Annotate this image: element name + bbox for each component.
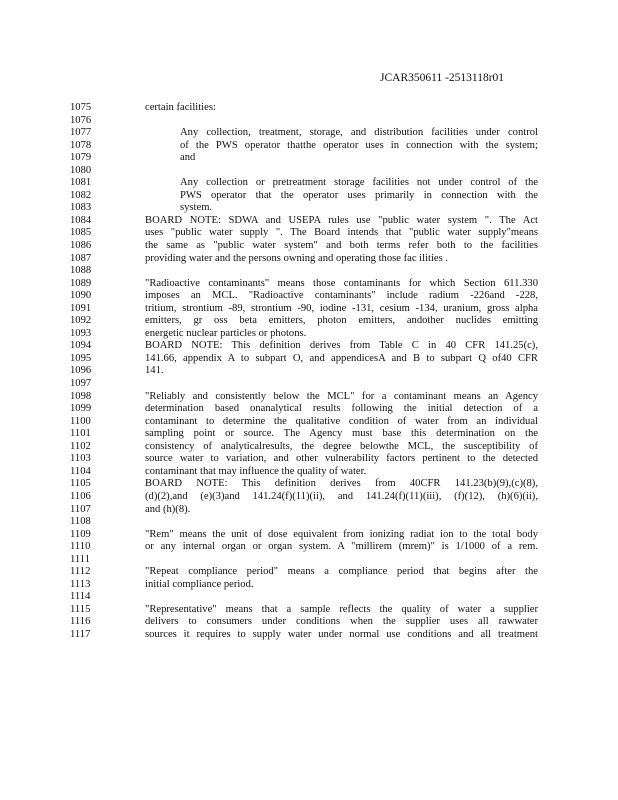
line-number: 1097 bbox=[70, 378, 92, 390]
line-number: 1084 bbox=[70, 214, 92, 226]
text-line bbox=[0, 190, 618, 203]
line-number: 1104 bbox=[70, 465, 91, 477]
line-number: 1115 bbox=[70, 603, 91, 615]
line-number: 1099 bbox=[70, 403, 92, 415]
line-text: sampling point or source. The Agency must base this determination on the bbox=[145, 428, 538, 440]
line-number: 1076 bbox=[70, 114, 92, 126]
line-text: 141. bbox=[145, 365, 164, 377]
line-text: providing water and the persons owning and operating those fac ilities . bbox=[145, 252, 449, 264]
line-number: 1113 bbox=[70, 578, 91, 590]
text-line bbox=[0, 303, 618, 316]
line-number: 1095 bbox=[70, 352, 92, 364]
line-number: 1086 bbox=[70, 240, 92, 252]
line-text: Any collection or pretreatment storage facilities not under control of the bbox=[180, 177, 538, 189]
text-line bbox=[0, 328, 618, 341]
line-text: source water to variation, and other vulnerability factors pertinent to the detected bbox=[145, 453, 538, 465]
line-text: energetic nuclear particles or photons. bbox=[145, 327, 307, 339]
text-line bbox=[0, 365, 618, 378]
text-line bbox=[0, 453, 618, 466]
text-line bbox=[0, 152, 618, 165]
line-number: 1078 bbox=[70, 139, 92, 151]
text-line bbox=[0, 115, 618, 128]
line-number: 1098 bbox=[70, 390, 92, 402]
line-number: 1082 bbox=[70, 189, 92, 201]
line-number: 1114 bbox=[70, 591, 91, 603]
text-line bbox=[0, 566, 618, 579]
text-line bbox=[0, 541, 618, 554]
line-number: 1079 bbox=[70, 152, 92, 164]
text-line bbox=[0, 466, 618, 479]
text-line bbox=[0, 253, 618, 266]
line-text: the same as "public water system" and both terms refer both to the facilities bbox=[145, 240, 538, 252]
line-text: BOARD NOTE: This definition derives from Table C in 40 CFR 141.25(c), bbox=[145, 340, 538, 352]
line-text: uses "public water supply ". The Board intends that "public water supply"means bbox=[145, 227, 538, 239]
line-text: emitters, gr oss beta emitters, photon emitters, andother nuclides emitting bbox=[145, 315, 538, 327]
text-line bbox=[0, 616, 618, 629]
line-text: delivers to consumers under conditions when the supplier uses all rawwater bbox=[145, 616, 538, 628]
text-line bbox=[0, 353, 618, 366]
text-line bbox=[0, 416, 618, 429]
line-number: 1106 bbox=[70, 490, 91, 502]
line-number: 1096 bbox=[70, 365, 92, 377]
text-line bbox=[0, 629, 618, 642]
text-line bbox=[0, 240, 618, 253]
text-line bbox=[0, 340, 618, 353]
line-number: 1108 bbox=[70, 516, 91, 528]
text-line bbox=[0, 140, 618, 153]
line-text: and (h)(8). bbox=[145, 503, 191, 515]
line-number: 1105 bbox=[70, 478, 91, 490]
line-text: "Rem" means the unit of dose equivalent from ionizing radiat ion to the total body bbox=[145, 528, 538, 540]
text-line bbox=[0, 428, 618, 441]
line-number: 1112 bbox=[70, 566, 91, 578]
line-number: 1094 bbox=[70, 340, 92, 352]
line-number: 1083 bbox=[70, 202, 92, 214]
line-number: 1107 bbox=[70, 503, 91, 515]
line-text: consistency of analyticalresults, the degree belowthe MCL, the susceptibility of bbox=[145, 440, 538, 452]
line-text: certain facilities: bbox=[145, 102, 216, 113]
line-text: and bbox=[180, 152, 196, 164]
line-number: 1111 bbox=[70, 553, 91, 565]
line-number: 1092 bbox=[70, 315, 92, 327]
line-number: 1075 bbox=[70, 102, 92, 113]
text-line bbox=[0, 491, 618, 504]
line-text: BOARD NOTE: SDWA and USEPA rules use "public water system ". The Act bbox=[145, 214, 538, 226]
line-text: imposes an MCL. "Radioactive contaminants" include radium -226and -228, bbox=[145, 290, 538, 302]
line-number: 1117 bbox=[70, 628, 91, 640]
line-text: contaminant that may influence the quality of water. bbox=[145, 465, 367, 477]
text-line bbox=[0, 604, 618, 617]
line-text: determination based onanalytical results following the initial detection of a bbox=[145, 403, 538, 415]
line-number: 1101 bbox=[70, 428, 91, 440]
line-number: 1109 bbox=[70, 528, 91, 540]
text-line bbox=[0, 127, 618, 140]
line-number: 1087 bbox=[70, 252, 92, 264]
line-text: "Representative" means that a sample reflects the quality of water a supplier bbox=[145, 603, 538, 615]
line-number: 1085 bbox=[70, 227, 92, 239]
text-line bbox=[0, 554, 618, 567]
text-line bbox=[0, 391, 618, 404]
text-line bbox=[0, 478, 618, 491]
line-number: 1089 bbox=[70, 277, 92, 289]
line-text: system. bbox=[180, 202, 213, 214]
line-text: Any collection, treatment, storage, and distribution facilities under control bbox=[180, 127, 538, 139]
text-line bbox=[0, 441, 618, 454]
text-line bbox=[0, 227, 618, 240]
line-text: "Radioactive contaminants" means those contaminants for which Section 611.330 bbox=[145, 277, 538, 289]
document-body bbox=[0, 102, 618, 642]
line-text: or any internal organ or organ system. A "millirem (mrem)" is 1/1000 of a rem. bbox=[145, 541, 538, 553]
text-line bbox=[0, 265, 618, 278]
line-number: 1110 bbox=[70, 541, 91, 553]
text-line bbox=[0, 403, 618, 416]
line-text: (d)(2),and (e)(3)and 141.24(f)(11)(ii), and 141.24(f)(11)(iii), (f)(12), (h)(6)(ii), bbox=[145, 490, 538, 502]
line-text: tritium, strontium -89, strontium -90, iodine -131, cesium -134, uranium, gross alpha bbox=[145, 302, 538, 314]
text-line bbox=[0, 315, 618, 328]
line-number: 1080 bbox=[70, 164, 92, 176]
line-text: "Repeat compliance period" means a compliance period that begins after the bbox=[145, 566, 538, 578]
text-line bbox=[0, 290, 618, 303]
line-number: 1077 bbox=[70, 127, 92, 139]
text-line bbox=[0, 102, 618, 115]
line-number: 1102 bbox=[70, 440, 91, 452]
line-text: contaminant to determine the qualitative condition of water from an individual bbox=[145, 415, 538, 427]
line-number: 1093 bbox=[70, 327, 92, 339]
line-text: sources it requires to supply water under normal use conditions and all treatment bbox=[145, 628, 538, 640]
line-text: 141.66, appendix A to subpart O, and appendicesA and B to subpart Q of40 CFR bbox=[145, 352, 538, 364]
line-number: 1091 bbox=[70, 302, 92, 314]
line-number: 1100 bbox=[70, 415, 91, 427]
text-line bbox=[0, 529, 618, 542]
text-line bbox=[0, 504, 618, 517]
line-number: 1103 bbox=[70, 453, 91, 465]
text-line bbox=[0, 215, 618, 228]
line-text: initial compliance period. bbox=[145, 578, 254, 590]
text-line bbox=[0, 202, 618, 215]
line-number: 1116 bbox=[70, 616, 91, 628]
text-line bbox=[0, 378, 618, 391]
text-line bbox=[0, 591, 618, 604]
document-id-header: JCAR350611 -2513118r01 bbox=[380, 72, 505, 84]
line-number: 1088 bbox=[70, 265, 92, 277]
text-line bbox=[0, 177, 618, 190]
line-number: 1081 bbox=[70, 177, 92, 189]
text-line bbox=[0, 165, 618, 178]
line-text: BOARD NOTE: This definition derives from 40CFR 141.23(b)(9),(c)(8), bbox=[145, 478, 538, 490]
line-text: PWS operator that the operator uses primarily in connection with the bbox=[180, 189, 538, 201]
text-line bbox=[0, 579, 618, 592]
line-text: "Reliably and consistently below the MCL" for a contaminant means an Agency bbox=[145, 390, 538, 402]
line-text: of the PWS operator thatthe operator uses in connection with the system; bbox=[180, 139, 538, 151]
line-number: 1090 bbox=[70, 290, 92, 302]
text-line bbox=[0, 278, 618, 291]
text-line bbox=[0, 516, 618, 529]
